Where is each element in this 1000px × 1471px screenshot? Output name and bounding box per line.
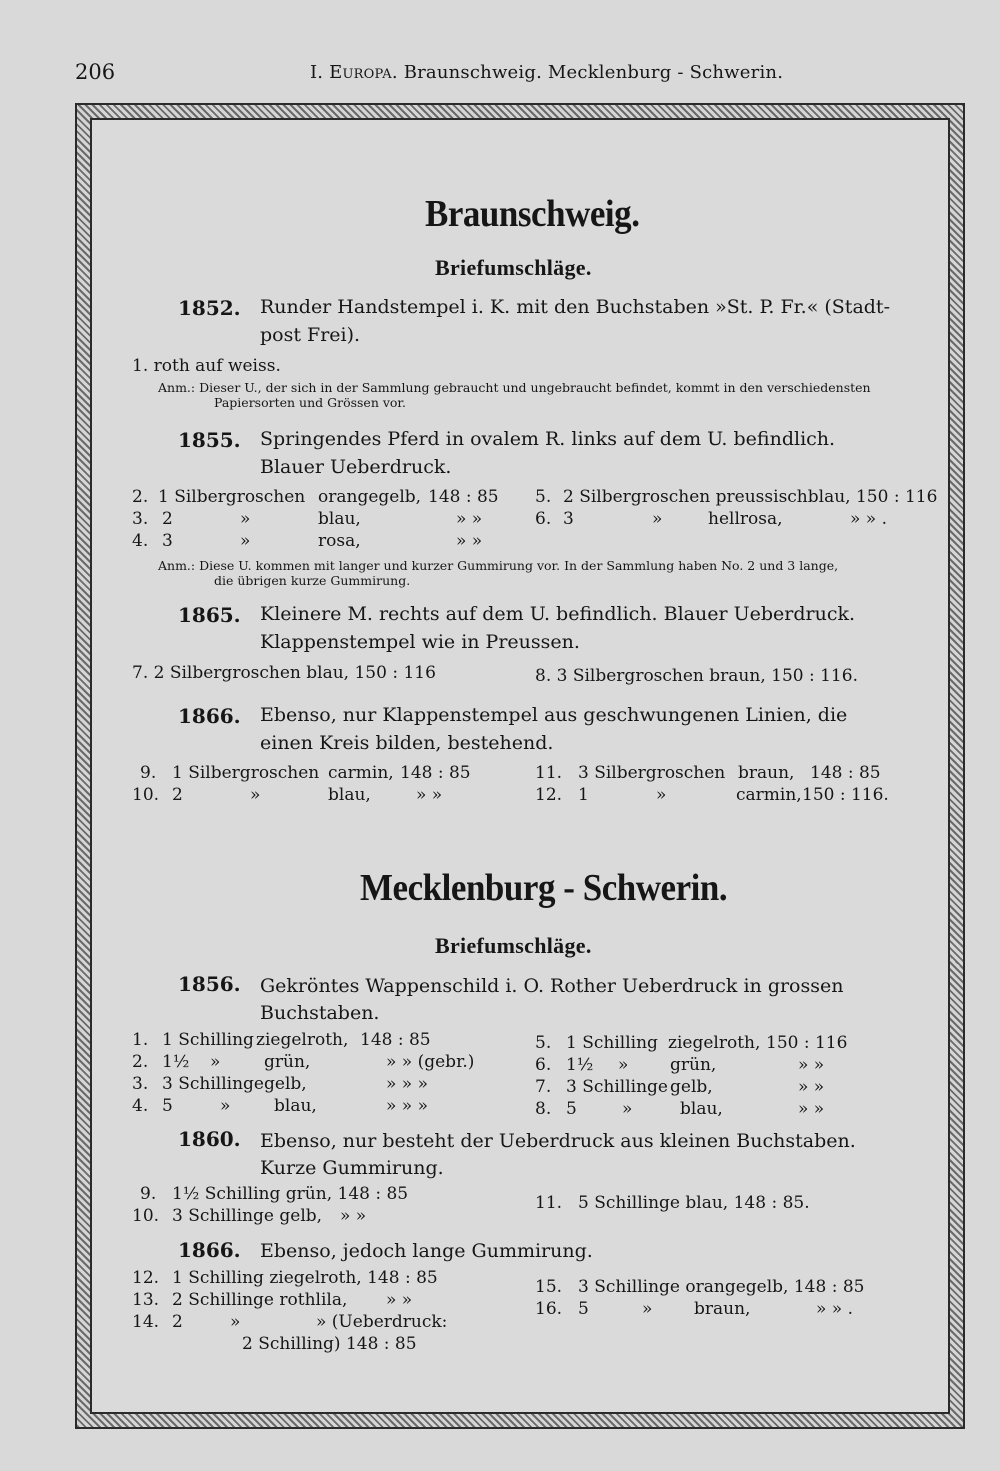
color: ziegelroth, xyxy=(256,1030,349,1050)
description-1856-line2: Buchstaben. xyxy=(260,1002,380,1024)
item-number: 1. xyxy=(132,1030,149,1050)
item-number: 3. xyxy=(132,1074,149,1094)
denomination: 3 Silbergroschen xyxy=(578,763,726,783)
subtitle-briefumschlaege-1: Briefumschläge. xyxy=(435,255,592,280)
color: gelb, xyxy=(264,1074,307,1094)
ditto-mark: » xyxy=(230,1312,241,1332)
format: » » » xyxy=(386,1074,429,1094)
description-1865-line1: Kleinere M. rechts auf dem U. befindlich. Blauer Ueberdruck. xyxy=(260,603,856,625)
color: blau, xyxy=(318,509,361,529)
color: grün, xyxy=(264,1052,311,1072)
ditto-mark: » xyxy=(622,1099,633,1119)
item-number: 2. xyxy=(132,1052,149,1072)
running-head-europa: Europa. xyxy=(329,62,398,83)
item-number: 13. xyxy=(132,1290,160,1310)
denomination: 1 Silbergroschen xyxy=(158,487,306,507)
note-1852-line2: Papiersorten und Grössen vor. xyxy=(214,395,407,410)
denomination: 5 xyxy=(566,1099,577,1119)
year-1866-mecklenburg: 1866. xyxy=(178,1238,241,1262)
denomination: 3 Schillinge xyxy=(566,1077,668,1097)
format: » (Ueberdruck: xyxy=(316,1312,448,1332)
format: » » xyxy=(340,1206,367,1226)
denomination: 1 xyxy=(578,785,589,805)
item-1865-8: 8. 3 Silbergroschen braun, 150 : 116. xyxy=(535,666,858,686)
ditto-mark: » xyxy=(642,1299,653,1319)
year-1852: 1852. xyxy=(178,296,241,320)
description-1855-line2: Blauer Ueberdruck. xyxy=(260,456,452,478)
item-number: 6. xyxy=(535,1055,552,1075)
format: 148 : 85 xyxy=(428,487,499,507)
format: 148 : 85 xyxy=(810,763,881,783)
item-number: 12. xyxy=(535,785,563,805)
running-head-rest: Braunschweig. Mecklenburg - Schwerin. xyxy=(403,62,784,83)
item-number: 4. xyxy=(132,531,149,551)
ditto-mark: » xyxy=(656,785,667,805)
format: » » xyxy=(798,1077,825,1097)
description: 1 Schilling ziegelroth, 148 : 85 xyxy=(172,1268,438,1288)
color: orangegelb, xyxy=(318,487,422,507)
denomination: 1½ xyxy=(566,1055,594,1075)
item-number: 16. xyxy=(535,1299,563,1319)
description-1852-line2: post Frei). xyxy=(260,324,361,346)
format: 148 : 85 xyxy=(400,763,471,783)
denomination: 1 Schilling xyxy=(162,1030,254,1050)
color: carmin, xyxy=(328,763,394,783)
country-title-braunschweig: Braunschweig. xyxy=(425,193,640,235)
item-number: 5. xyxy=(535,487,552,507)
format: » » . xyxy=(850,509,888,529)
color: grün, xyxy=(670,1055,717,1075)
denomination: 1 Schilling xyxy=(566,1033,658,1053)
item-number: 12. xyxy=(132,1268,160,1288)
denomination: 3 xyxy=(162,531,173,551)
description: 5 Schillinge blau, 148 : 85. xyxy=(578,1193,810,1213)
item-number: 9. xyxy=(140,1184,157,1204)
color: braun, xyxy=(694,1299,751,1319)
format: » » xyxy=(798,1099,825,1119)
color: carmin, xyxy=(736,785,802,805)
description: 3 Schillinge gelb, xyxy=(172,1206,323,1226)
denomination: 2 xyxy=(172,1312,183,1332)
ditto-mark: » xyxy=(652,509,663,529)
description: 2 Schillinge rothlila, xyxy=(172,1290,348,1310)
denomination: 1½ xyxy=(162,1052,190,1072)
note-1855-line1: Anm.: Diese U. kommen mit langer und kurzer Gummirung vor. In der Sammlung haben No. 2 und 3 lange, xyxy=(158,558,839,573)
description-1856-line1: Gekröntes Wappenschild i. O. Rother Ueberdruck in grossen xyxy=(260,975,844,997)
denomination: 3 Schillinge xyxy=(162,1074,264,1094)
denomination: 5 xyxy=(578,1299,589,1319)
item-number: 10. xyxy=(132,785,160,805)
format: 150 : 116 xyxy=(766,1033,848,1053)
denomination: 2 xyxy=(162,509,173,529)
ditto-mark: » xyxy=(220,1096,231,1116)
item-number: 8. xyxy=(535,1099,552,1119)
item-number: 9. xyxy=(140,763,157,783)
ditto-mark: » xyxy=(210,1052,221,1072)
format: » » » xyxy=(386,1096,429,1116)
item-1852-1: 1. roth auf weiss. xyxy=(132,356,281,376)
description-1866-mecklenburg: Ebenso, jedoch lange Gummirung. xyxy=(260,1240,593,1262)
year-1860: 1860. xyxy=(178,1127,241,1151)
format: 150 : 116. xyxy=(802,785,889,805)
color: blau, xyxy=(328,785,371,805)
page-number: 206 xyxy=(75,60,116,84)
country-title-mecklenburg-schwerin: Mecklenburg - Schwerin. xyxy=(360,867,728,909)
ditto-mark: » xyxy=(250,785,261,805)
format: » » (gebr.) xyxy=(386,1052,475,1072)
note-1852-line1: Anm.: Dieser U., der sich in der Sammlung gebraucht und ungebraucht befindet, kommt in den verschiedensten xyxy=(158,380,871,395)
color: blau, xyxy=(680,1099,723,1119)
subtitle-briefumschlaege-2: Briefumschläge. xyxy=(435,933,592,958)
color: rosa, xyxy=(318,531,361,551)
format: » » xyxy=(798,1055,825,1075)
item-number: 11. xyxy=(535,763,563,783)
format: » » xyxy=(386,1290,413,1310)
description: 2 Schilling) 148 : 85 xyxy=(242,1334,417,1354)
item-number: 7. xyxy=(535,1077,552,1097)
color: ziegelroth, xyxy=(668,1033,761,1053)
description-1852-line1: Runder Handstempel i. K. mit den Buchstaben »St. P. Fr.« (Stadt- xyxy=(260,296,890,318)
running-head xyxy=(310,62,783,83)
year-1865: 1865. xyxy=(178,603,241,627)
description: 1½ Schilling grün, 148 : 85 xyxy=(172,1184,409,1204)
item-number: 4. xyxy=(132,1096,149,1116)
item-1865-7: 7. 2 Silbergroschen blau, 150 : 116 xyxy=(132,663,436,683)
description: 3 Schillinge orangegelb, 148 : 85 xyxy=(578,1277,865,1297)
color: gelb, xyxy=(670,1077,713,1097)
denomination: 2 xyxy=(172,785,183,805)
item-number: 10. xyxy=(132,1206,160,1226)
description-1866-line2: einen Kreis bilden, bestehend. xyxy=(260,732,554,754)
format: 148 : 85 xyxy=(360,1030,431,1050)
description: 2 Silbergroschen preussischblau, 150 : 116 xyxy=(563,487,938,507)
description-1860-line1: Ebenso, nur besteht der Ueberdruck aus kleinen Buchstaben. xyxy=(260,1130,856,1152)
denomination: 1 Silbergroschen xyxy=(172,763,320,783)
denomination: 3 xyxy=(563,509,574,529)
year-1856: 1856. xyxy=(178,972,241,996)
year-1866-braunschweig: 1866. xyxy=(178,704,241,728)
format: » » xyxy=(416,785,443,805)
item-number: 2. xyxy=(132,487,149,507)
note-1855-line2: die übrigen kurze Gummirung. xyxy=(214,573,411,588)
item-number: 3. xyxy=(132,509,149,529)
page-content xyxy=(90,118,950,1414)
denomination: 5 xyxy=(162,1096,173,1116)
year-1855: 1855. xyxy=(178,428,241,452)
description-1866-line1: Ebenso, nur Klappenstempel aus geschwungenen Linien, die xyxy=(260,704,848,726)
color: hellrosa, xyxy=(708,509,783,529)
item-number: 6. xyxy=(535,509,552,529)
color: blau, xyxy=(274,1096,317,1116)
format: » » xyxy=(456,509,483,529)
ditto-mark: » xyxy=(618,1055,629,1075)
item-number: 11. xyxy=(535,1193,563,1213)
running-head-part: I. xyxy=(310,62,324,83)
ditto-mark: » xyxy=(240,509,251,529)
format: » » xyxy=(456,531,483,551)
description-1855-line1: Springendes Pferd in ovalem R. links auf dem U. befindlich. xyxy=(260,428,836,450)
color: braun, xyxy=(738,763,795,783)
format: » » . xyxy=(816,1299,854,1319)
ditto-mark: » xyxy=(240,531,251,551)
item-number: 5. xyxy=(535,1033,552,1053)
description-1860-line2: Kurze Gummirung. xyxy=(260,1157,444,1179)
item-number: 14. xyxy=(132,1312,160,1332)
description-1865-line2: Klappenstempel wie in Preussen. xyxy=(260,631,580,653)
item-number: 15. xyxy=(535,1277,563,1297)
